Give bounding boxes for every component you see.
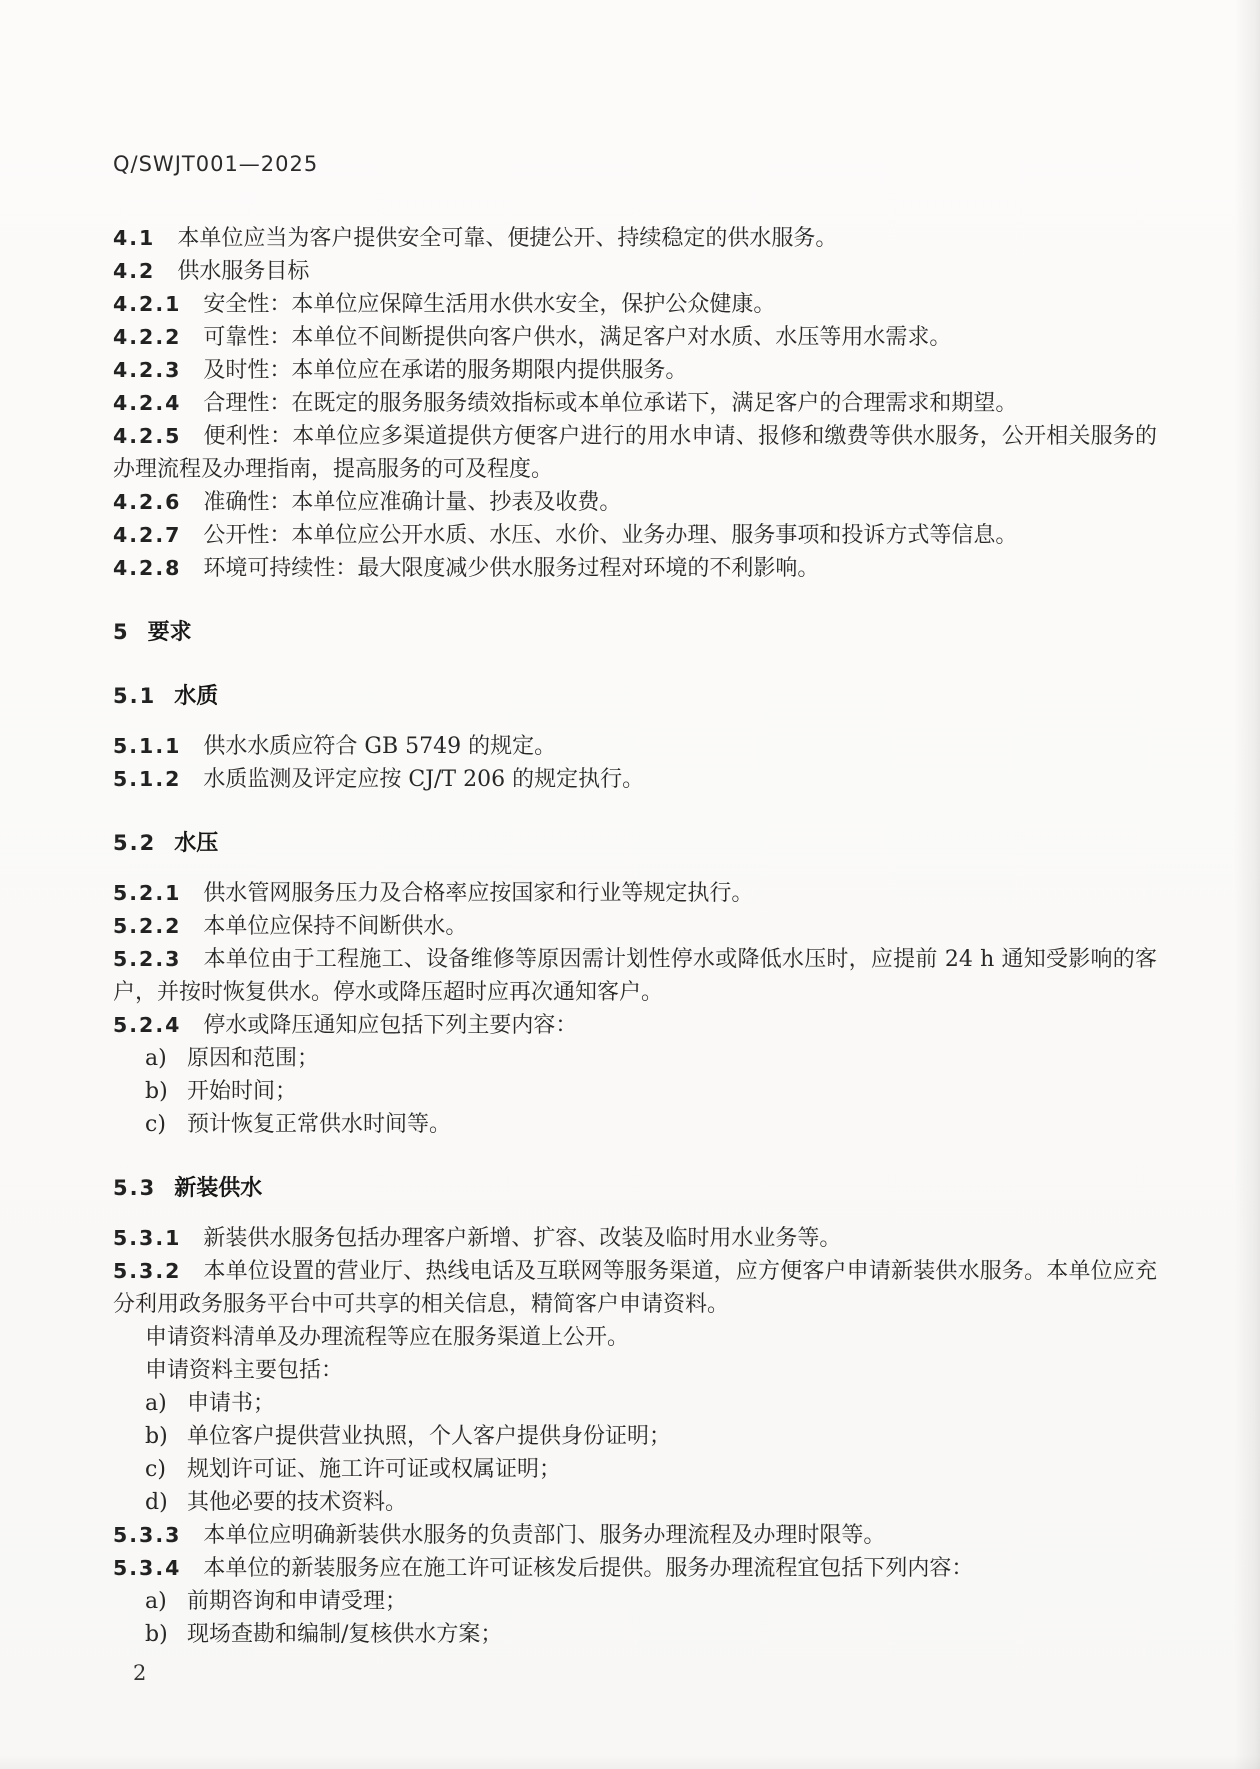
list-item-text: 预计恢复正常供水时间等。: [187, 1112, 452, 1137]
list-item: [113, 1108, 1157, 1141]
clause-number: 5: [113, 620, 130, 644]
clause-number: 5.2.4: [113, 1013, 182, 1037]
section-heading: [113, 616, 1157, 649]
clause-paragraph: [113, 877, 1157, 910]
list-item: [113, 1387, 1157, 1420]
clause-text: 水质: [174, 684, 219, 709]
clause-number: 5.1.2: [113, 767, 182, 791]
clause-paragraph: [113, 321, 1157, 354]
list-item: [113, 1042, 1157, 1075]
clause-number: 5.2: [113, 831, 157, 855]
clause-paragraph: [113, 519, 1157, 552]
clause-number: 4.2.3: [113, 358, 182, 382]
list-marker: a): [145, 1046, 167, 1071]
list-marker: c): [145, 1112, 166, 1137]
list-item-text: 规划许可证、施工许可证或权属证明；: [187, 1457, 562, 1482]
clause-number: 4.2.5: [113, 424, 182, 448]
clause-text: 要求: [147, 620, 192, 645]
clause-paragraph: [113, 1255, 1157, 1321]
clause-paragraph: [113, 1009, 1157, 1042]
list-item-text: 现场查勘和编制/复核供水方案；: [187, 1622, 503, 1647]
clause-text: 新装供水服务包括办理客户新增、扩容、改装及临时用水业务等。: [203, 1226, 842, 1251]
clause-number: 5.3.2: [113, 1259, 182, 1283]
clause-paragraph: [113, 943, 1157, 1009]
clause-number: 5.3.4: [113, 1556, 182, 1580]
page-number: 2: [133, 1661, 147, 1685]
clause-text: 环境可持续性：最大限度减少供水服务过程对环境的不利影响。: [203, 556, 820, 581]
clause-text: 及时性：本单位应在承诺的服务期限内提供服务。: [203, 358, 688, 383]
list-marker: b): [145, 1622, 168, 1647]
clause-number: 5.3.1: [113, 1226, 182, 1250]
clause-paragraph: [113, 1222, 1157, 1255]
clause-text: 公开性：本单位应公开水质、水压、水价、业务办理、服务事项和投诉方式等信息。: [203, 523, 1018, 548]
indented-paragraph: [113, 1321, 1157, 1354]
clause-paragraph: [113, 552, 1157, 585]
clause-text: 供水水质应符合 GB 5749 的规定。: [203, 734, 557, 759]
clause-paragraph: [113, 222, 1157, 255]
paragraph-text: 申请资料清单及办理流程等应在服务渠道上公开。: [145, 1325, 630, 1350]
clause-number: 5.2.2: [113, 914, 182, 938]
clause-number: 4.2: [113, 259, 156, 283]
clause-text: 便利性：本单位应多渠道提供方便客户进行的用水申请、报修和缴费等供水服务，公开相关服务的办理流程及办理指南，提高服务的可及程度。: [113, 424, 1157, 482]
list-marker: a): [145, 1391, 167, 1416]
clause-paragraph: [113, 763, 1157, 796]
list-item-text: 申请书；: [187, 1391, 276, 1416]
clause-paragraph: [113, 1552, 1157, 1585]
clause-text: 停水或降压通知应包括下列主要内容：: [203, 1013, 578, 1038]
clause-text: 水压: [174, 831, 219, 856]
clause-number: 4.2.7: [113, 523, 182, 547]
clause-text: 安全性：本单位应保障生活用水供水安全，保护公众健康。: [203, 292, 776, 317]
clause-number: 4.2.1: [113, 292, 182, 316]
list-item: [113, 1486, 1157, 1519]
list-item: [113, 1585, 1157, 1618]
scan-edge-shadow: [1234, 0, 1260, 1769]
list-item: [113, 1618, 1157, 1651]
clause-number: 4.2.6: [113, 490, 182, 514]
list-marker: a): [145, 1589, 167, 1614]
clause-text: 准确性：本单位应准确计量、抄表及收费。: [203, 490, 622, 515]
clause-text: 可靠性：本单位不间断提供向客户供水，满足客户对水质、水压等用水需求。: [203, 325, 952, 350]
clause-text: 新装供水: [174, 1176, 263, 1201]
scan-bottom-shadow: [0, 1755, 1260, 1769]
clause-number: 4.2.8: [113, 556, 182, 580]
list-item-text: 单位客户提供营业执照，个人客户提供身份证明；: [187, 1424, 672, 1449]
clause-number: 5.3: [113, 1176, 157, 1200]
document-code: Q/SWJT001—2025: [113, 152, 319, 176]
clause-paragraph: [113, 486, 1157, 519]
list-item-text: 前期咨询和申请受理；: [187, 1589, 408, 1614]
list-marker: d): [145, 1490, 168, 1515]
list-item-text: 开始时间；: [187, 1079, 298, 1104]
document-body: [113, 222, 1157, 1651]
clause-text: 本单位设置的营业厅、热线电话及互联网等服务渠道，应方便客户申请新装供水服务。本单位应充分利用政务服务平台中可共享的相关信息，精简客户申请资料。: [113, 1259, 1157, 1317]
clause-number: 5.1: [113, 684, 157, 708]
clause-text: 合理性：在既定的服务服务绩效指标或本单位承诺下，满足客户的合理需求和期望。: [203, 391, 1018, 416]
section-heading: [113, 680, 1157, 713]
paragraph-text: 申请资料主要包括：: [145, 1358, 344, 1383]
clause-text: 本单位应保持不间断供水。: [203, 914, 468, 939]
clause-number: 5.2.3: [113, 947, 182, 971]
list-item-text: 其他必要的技术资料。: [187, 1490, 408, 1515]
list-item-text: 原因和范围；: [187, 1046, 320, 1071]
clause-text: 本单位应当为客户提供安全可靠、便捷公开、持续稳定的供水服务。: [177, 226, 838, 251]
clause-paragraph: [113, 420, 1157, 486]
clause-number: 4.1: [113, 226, 156, 250]
clause-number: 5.3.3: [113, 1523, 182, 1547]
section-heading: [113, 1172, 1157, 1205]
clause-paragraph: [113, 255, 1157, 288]
list-item: [113, 1420, 1157, 1453]
clause-text: 本单位应明确新装供水服务的负责部门、服务办理流程及办理时限等。: [203, 1523, 886, 1548]
clause-number: 5.1.1: [113, 734, 182, 758]
clause-number: 5.2.1: [113, 881, 182, 905]
clause-paragraph: [113, 387, 1157, 420]
clause-text: 水质监测及评定应按 CJ/T 206 的规定执行。: [203, 767, 645, 792]
section-heading: [113, 827, 1157, 860]
clause-paragraph: [113, 910, 1157, 943]
clause-paragraph: [113, 354, 1157, 387]
clause-text: 本单位由于工程施工、设备维修等原因需计划性停水或降低水压时，应提前 24 h 通知受影响的客户，并按时恢复供水。停水或降压超时应再次通知客户。: [113, 947, 1157, 1005]
clause-number: 4.2.2: [113, 325, 182, 349]
list-marker: b): [145, 1079, 168, 1104]
clause-text: 供水管网服务压力及合格率应按国家和行业等规定执行。: [203, 881, 754, 906]
indented-paragraph: [113, 1354, 1157, 1387]
clause-text: 供水服务目标: [177, 259, 310, 284]
list-marker: b): [145, 1424, 168, 1449]
clause-paragraph: [113, 288, 1157, 321]
clause-text: 本单位的新装服务应在施工许可证核发后提供。服务办理流程宜包括下列内容：: [203, 1556, 974, 1581]
list-item: [113, 1075, 1157, 1108]
clause-paragraph: [113, 730, 1157, 763]
clause-paragraph: [113, 1519, 1157, 1552]
list-marker: c): [145, 1457, 166, 1482]
list-item: [113, 1453, 1157, 1486]
clause-number: 4.2.4: [113, 391, 182, 415]
